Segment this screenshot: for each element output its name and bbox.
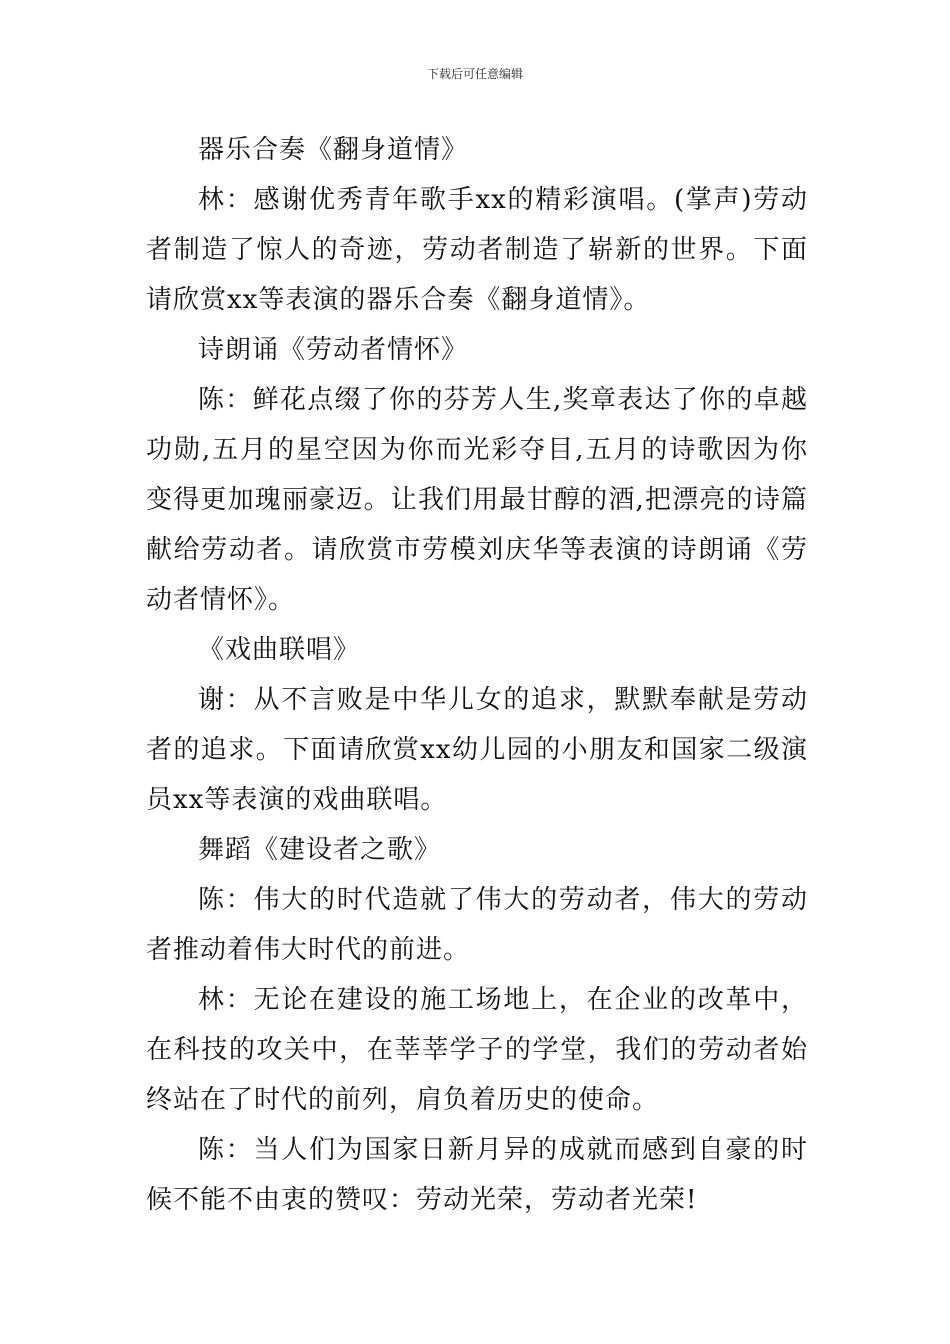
paragraph-xie-opera: 谢：从不言败是中华儿女的追求，默默奉献是劳动者的追求。下面请欣赏xx幼儿园的小朋友和国家二级演员xx等表演的戏曲联唱。 (146, 685, 808, 815)
section-heading-dance: 舞蹈《建设者之歌》 (198, 835, 442, 865)
section-heading-instrumental: 器乐合奏《翻身道情》 (198, 135, 469, 165)
paragraph-lin-construction: 林：无论在建设的施工场地上，在企业的改革中，在科技的攻关中，在莘莘学子的学堂，我们的劳动者始终站在了时代的前列，肩负着历史的使命。 (146, 985, 808, 1115)
page-header-note: 下载后可任意编辑 (426, 67, 523, 81)
section-heading-poetry: 诗朗诵《劳动者情怀》 (198, 335, 469, 365)
paragraph-lin-intro: 林：感谢优秀青年歌手xx的精彩演唱。(掌声)劳动者制造了惊人的奇迹，劳动者制造了崭新的世界。下面请欣赏xx等表演的器乐合奏《翻身道情》。 (146, 185, 808, 315)
paragraph-chen-era: 陈：伟大的时代造就了伟大的劳动者，伟大的劳动者推动着伟大时代的前进。 (146, 885, 808, 965)
paragraph-chen-glory: 陈：当人们为国家日新月异的成就而感到自豪的时候不能不由衷的赞叹：劳动光荣，劳动者光荣! (146, 1135, 808, 1215)
paragraph-chen-poetry: 陈：鲜花点缀了你的芬芳人生,奖章表达了你的卓越功勋,五月的星空因为你而光彩夺目,五月的诗歌因为你变得更加瑰丽豪迈。让我们用最甘醇的酒,把漂亮的诗篇献给劳动者。请欣赏市劳模刘庆华等表演的诗朗诵《劳动者情怀》。 (146, 385, 808, 615)
section-heading-opera: 《戏曲联唱》 (198, 635, 361, 665)
document-body (146, 125, 808, 1225)
